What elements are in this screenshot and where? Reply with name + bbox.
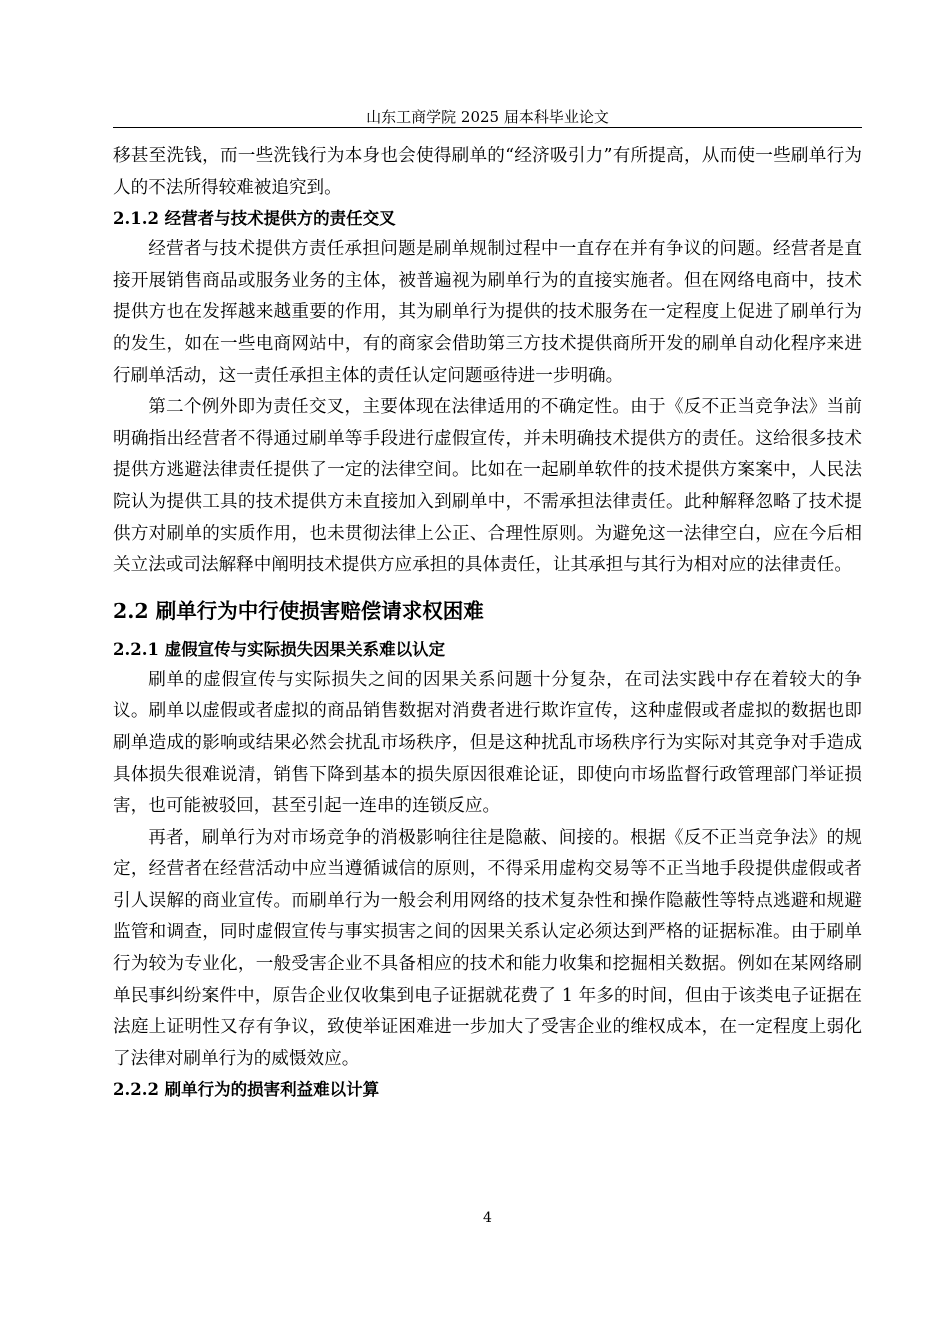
section-heading-2-2-2: 2.2.2 刷单行为的损害利益难以计算 (113, 1080, 380, 1100)
section-heading-2-2-1: 2.2.1 虚假宣传与实际损失因果关系难以认定 (113, 639, 446, 659)
running-header: 山东工商学院 2025 届本科毕业论文 (366, 108, 609, 126)
paragraph-continued: 移甚至洗钱，而一些洗钱行为本身也会使得刷单的“经济吸引力”有所提高，从而使一些刷单行为人的不法所得较难被追究到。 (113, 146, 862, 198)
paragraph: 经营者与技术提供方责任承担问题是刷单规制过程中一直存在并有争议的问题。经营者是直接开展销售商品或服务业务的主体，被普遍视为刷单行为的直接实施者。但在网络电商中，技术提供方也在发挥越来越重要的作用，其为刷单行为提供的技术服务在一定程度上促进了刷单行为的发生，如在一些电商网站中，有的商家会借助第三方技术提供商所开发的刷单自动化程序来进行刷单活动，这一责任承担主体的责任认定问题亟待进一步明确。 (113, 239, 862, 386)
paragraph: 刷单的虚假宣传与实际损失之间的因果关系问题十分复杂，在司法实践中存在着较大的争议。刷单以虚假或者虚拟的商品销售数据对消费者进行欺诈宣传，这种虚假或者虚拟的数据也即刷单造成的影响或结果必然会扰乱市场秩序，但是这种扰乱市场秩序行为实际对其竞争对手造成具体损失很难说清，销售下降到基本的损失原因很难论证，即使向市场监督行政管理部门举证损害，也可能被驳回，甚至引起一连串的连锁反应。 (113, 669, 862, 817)
page-body (113, 141, 862, 1105)
section-heading-2-2: 2.2 刷单行为中行使损害赔偿请求权困难 (113, 598, 484, 623)
page-number: 4 (483, 1210, 492, 1226)
header-divider (113, 127, 862, 128)
paragraph: 第二个例外即为责任交叉，主要体现在法律适用的不确定性。由于《反不正当竞争法》当前明确指出经营者不得通过刷单等手段进行虚假宣传，并未明确技术提供方的责任。这给很多技术提供方逃避法律责任提供了一定的法律空间。比如在一起刷单软件的技术提供方案案中，人民法院认为提供工具的技术提供方未直接加入到刷单中，不需承担法律责任。此种解释忽略了技术提供方对刷单的实质作用，也未贯彻法律上公正、合理性原则。为避免这一法律空白，应在今后相关立法或司法解释中阐明技术提供方应承担的具体责任，让其承担与其行为相对应的法律责任。 (113, 397, 862, 576)
section-heading-2-1-2: 2.1.2 经营者与技术提供方的责任交叉 (113, 209, 396, 229)
paragraph: 再者，刷单行为对市场竞争的消极影响往往是隐蔽、间接的。根据《反不正当竞争法》的规定，经营者在经营活动中应当遵循诚信的原则，不得采用虚构交易等不正当地手段提供虚假或者引人误解的商业宣传。而刷单行为一般会利用网络的技术复杂性和操作隐蔽性等特点逃避和规避监管和调查，同时虚假宣传与事实损害之间的因果关系认定必须达到严格的证据标准。由于刷单行为较为专业化，一般受害企业不具备相应的技术和能力收集和挖掘相关数据。例如在某网络刷单民事纠纷案件中，原告企业仅收集到电子证据就花费了 1 年多的时间，但由于该类电子证据在法庭上证明性又存有争议，致使举证困难进一步加大了受害企业的维权成本，在一定程度上弱化了法律对刷单行为的威慑效应。 (113, 827, 862, 1069)
